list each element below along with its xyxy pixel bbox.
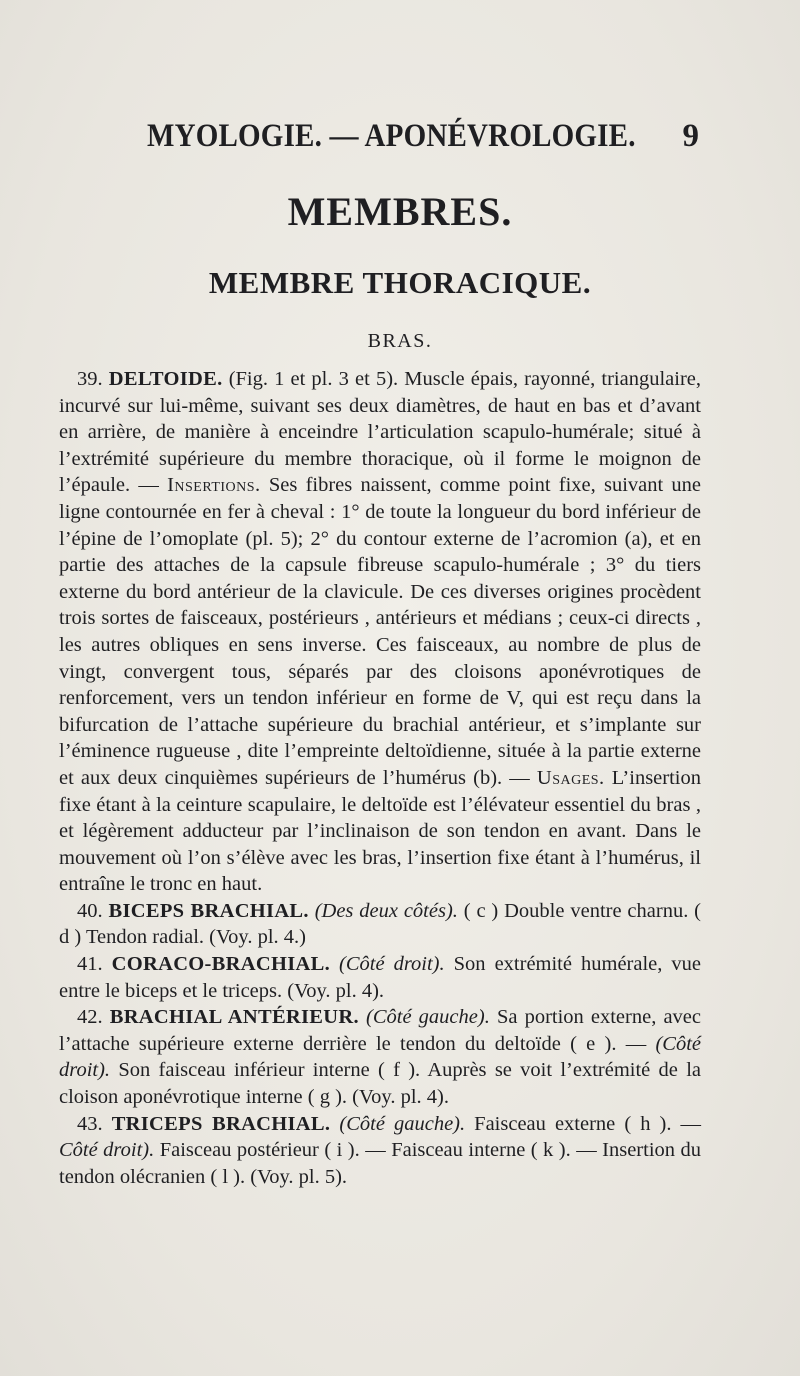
side-note: (Côté droit). bbox=[59, 1032, 701, 1082]
subsection-heading: BRAS. bbox=[367, 330, 433, 352]
entry-text: Faisceau postérieur ( i ). — Faisceau interne ( k ). — Insertion du tendon olécranien ( l ). (Voy. pl. 5). bbox=[59, 1139, 701, 1188]
section-heading: MEMBRE THORACIQUE. bbox=[208, 265, 592, 300]
entry-number: 39. bbox=[77, 368, 103, 390]
entry-41 bbox=[59, 951, 701, 1004]
page-number: 9 bbox=[682, 118, 699, 154]
side-note: (Côté gauche). bbox=[366, 1006, 490, 1029]
section-label: Insertions. bbox=[167, 474, 261, 497]
entry-text: Ses fibres naissent, comme point fixe, suivant une ligne contournée en fer à cheval : 1° de toute la longueur du bord inférieur de l’épine de l’omoplate (pl. 5); 2° du contour externe de l’acromion (a), et en partie des attaches de la capsule fibreuse scapulo-humérale ; 3° du tiers externe du bord antérieur de la clavicule. De ces diverses origines procèdent trois sortes de faisceaux, postérieurs , antérieurs et médians ; ceux-ci directs , les autres obliques en sens inverse. Ces faisceaux, au nombre de plus de vingt, convergent tous, séparés par des cloisons aponévrotiques de renforcement, vers un tendon inférieur en forme de V, qui est reçu dans la bifurcation de l’attache supérieure du brachial antérieur, et s’implante sur l’éminence rugueuse , dite l’empreinte deltoïdienne, située à la partie externe et aux deux cinquièmes supérieurs de l’humérus (b). — bbox=[59, 474, 701, 789]
part-heading: MEMBRES. bbox=[287, 189, 513, 234]
side-note: Côté droit). bbox=[59, 1139, 155, 1162]
side-note: (Côté droit). bbox=[339, 953, 445, 976]
entry-text: Faisceau externe ( h ). — bbox=[465, 1112, 702, 1135]
entry-number: 42. bbox=[77, 1006, 103, 1029]
muscle-name: BICEPS BRACHIAL. bbox=[108, 899, 309, 922]
entry-number: 43. bbox=[77, 1112, 103, 1135]
section-label: Usages. bbox=[536, 766, 605, 789]
entry-42 bbox=[59, 1004, 701, 1110]
entry-text: Son faisceau inférieur interne ( f ). Auprès se voit l’extrémité de la cloison aponévrotique interne ( g ). (Voy. pl. 4). bbox=[59, 1059, 701, 1109]
side-note: (Des deux côtés). bbox=[314, 899, 458, 922]
running-title: MYOLOGIE. — APONÉVROLOGIE. bbox=[147, 118, 636, 154]
muscle-name: DELTOIDE. bbox=[108, 368, 223, 390]
entry-number: 41. bbox=[77, 953, 103, 976]
entry-number: 40. bbox=[77, 899, 103, 922]
entry-40 bbox=[59, 898, 701, 951]
entry-text: ( c ) Double ventre charnu. ( d ) Tendon radial. (Voy. pl. 4.) bbox=[59, 899, 702, 949]
running-head bbox=[147, 118, 699, 158]
body-text bbox=[59, 366, 701, 1190]
entry-text: L’insertion fixe étant à la ceinture scapulaire, le deltoïde est l’élévateur essentiel du bras , et légèrement adducteur par l’inclinaison de son tendon en avant. Dans le mouvement où l’on s’élève avec les bras, l’insertion fixe étant à l’humérus, il entraîne le tronc en haut. bbox=[59, 766, 701, 896]
entry-text: (Fig. 1 et pl. 3 et 5). Muscle épais, rayonné, triangulaire, incurvé sur lui-même, suivant ses deux diamètres, de haut en bas et d’avant en arrière, de manière à enceindre l’articulation scapulo-humérale; situé à l’extrémité supérieure du membre thoracique, où il forme le moignon de l’épaule. — bbox=[59, 368, 702, 497]
entry-text: Son extrémité humérale, vue entre le biceps et le triceps. (Voy. pl. 4). bbox=[59, 953, 701, 1002]
entry-43 bbox=[59, 1111, 701, 1191]
entry-text: Sa portion externe, avec l’attache supérieure externe derrière le tendon du deltoïde ( e ). — bbox=[59, 1006, 701, 1055]
muscle-name: CORACO-BRACHIAL. bbox=[111, 953, 330, 976]
entry-39 bbox=[59, 366, 701, 898]
muscle-name: BRACHIAL ANTÉRIEUR. bbox=[109, 1006, 359, 1029]
muscle-name: TRICEPS BRACHIAL. bbox=[111, 1112, 331, 1135]
side-note: (Côté gauche). bbox=[339, 1112, 466, 1135]
